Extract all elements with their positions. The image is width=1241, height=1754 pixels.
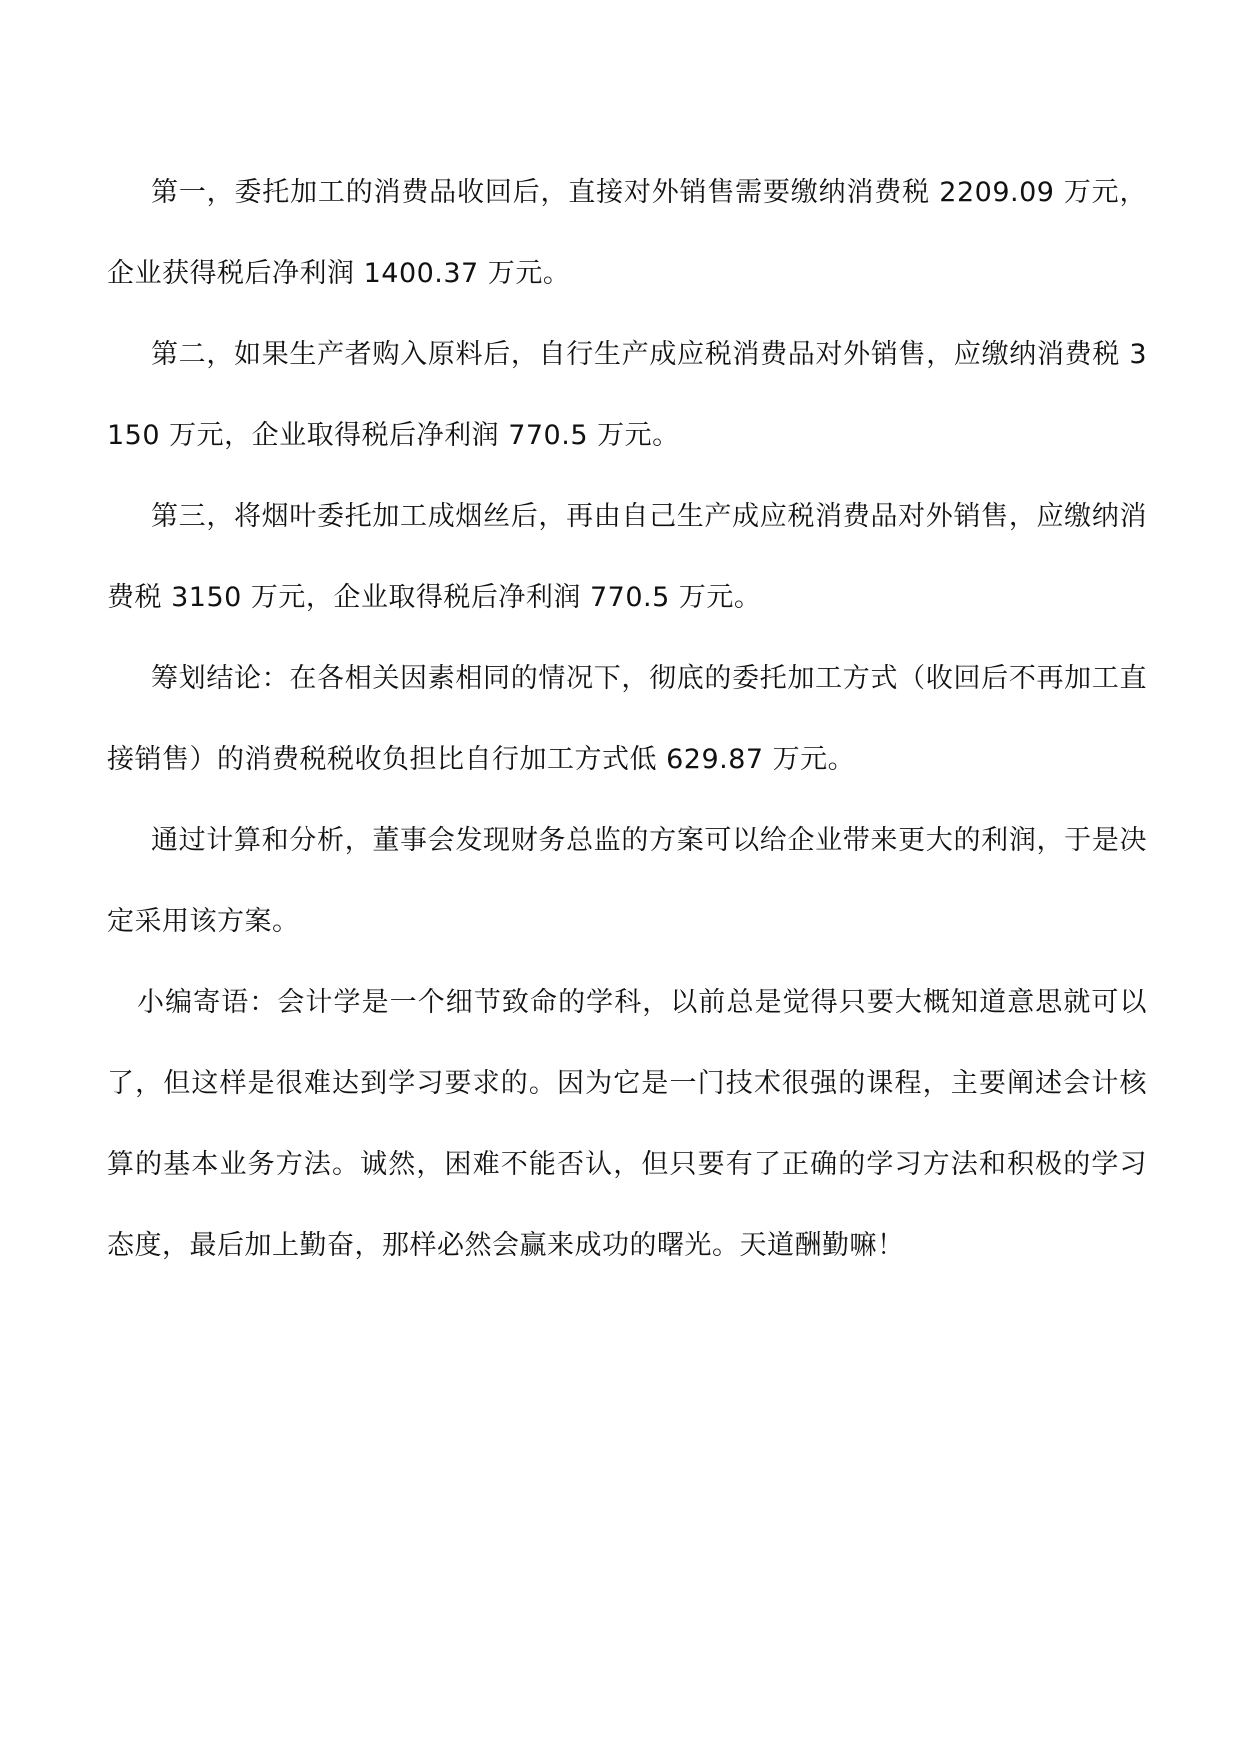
paragraph-second-option: 第二，如果生产者购入原料后，自行生产成应税消费品对外销售，应缴纳消费税 3150 万元，企业取得税后净利润 770.5 万元。 (107, 339, 1147, 451)
paragraph-first-option: 第一，委托加工的消费品收回后，直接对外销售需要缴纳消费税 2209.09 万元，企业获得税后净利润 1400.37 万元。 (107, 177, 1147, 289)
paragraph-third-option: 第三，将烟叶委托加工成烟丝后，再由自己生产成应税消费品对外销售，应缴纳消费税 3150 万元，企业取得税后净利润 770.5 万元。 (107, 501, 1147, 613)
paragraph-planning-conclusion: 筹划结论：在各相关因素相同的情况下，彻底的委托加工方式（收回后不再加工直接销售）的消费税税收负担比自行加工方式低 629.87 万元。 (107, 663, 1147, 775)
document-body (107, 152, 1147, 1286)
paragraph-board-decision: 通过计算和分析，董事会发现财务总监的方案可以给企业带来更大的利润，于是决定采用该方案。 (107, 825, 1147, 937)
paragraph-editor-note: 小编寄语：会计学是一个细节致命的学科，以前总是觉得只要大概知道意思就可以了，但这样是很难达到学习要求的。因为它是一门技术很强的课程，主要阐述会计核算的基本业务方法。诚然，困难不能否认，但只要有了正确的学习方法和积极的学习态度，最后加上勤奋，那样必然会赢来成功的曙光。天道酬勤嘛！ (107, 987, 1147, 1261)
